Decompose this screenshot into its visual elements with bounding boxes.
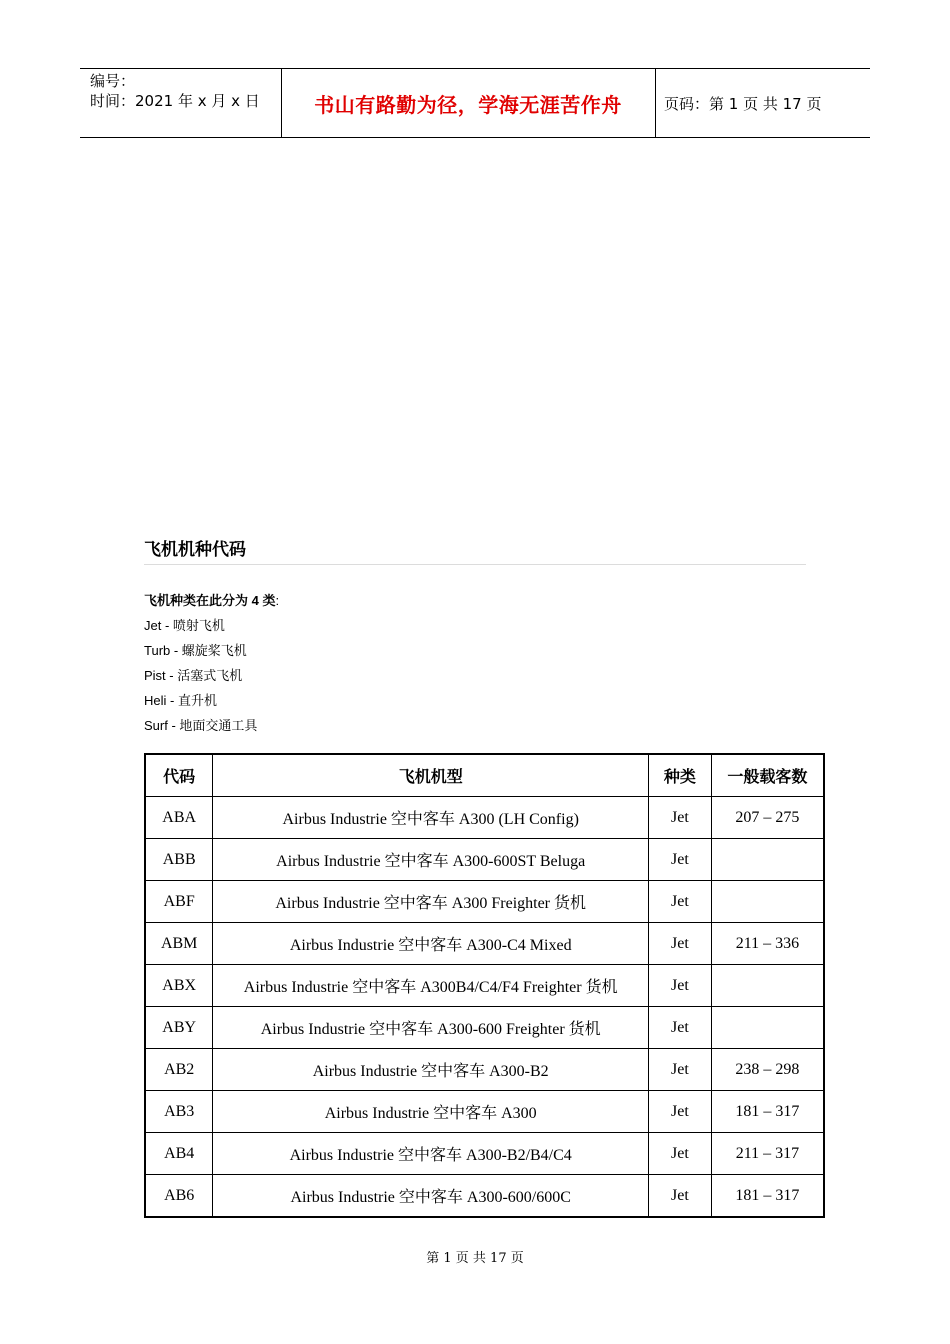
cell-type: Jet (649, 1091, 712, 1133)
cell-type: Jet (649, 923, 712, 965)
table-row (145, 1133, 824, 1175)
cell-type: Jet (649, 1175, 712, 1218)
cell-code: ABY (145, 1007, 213, 1049)
cell-code: ABM (145, 923, 213, 965)
cell-code: ABA (145, 797, 213, 839)
section-divider (144, 564, 806, 565)
category-item: Heli - 直升机 (144, 693, 217, 708)
cell-type: Jet (649, 881, 712, 923)
table-row (145, 965, 824, 1007)
cell-capacity (711, 881, 824, 923)
category-item: Jet - 喷射飞机 (144, 618, 225, 633)
intro-heading-line (144, 588, 279, 613)
category-item: Surf - 地面交通工具 (144, 718, 258, 733)
cell-capacity: 238 – 298 (711, 1049, 824, 1091)
cell-model: Airbus Industrie 空中客车 A300B4/C4/F4 Freighter 货机 (213, 965, 649, 1007)
table-row (145, 881, 824, 923)
table-row (145, 1175, 824, 1218)
cell-capacity (711, 965, 824, 1007)
table-row (145, 797, 824, 839)
header-motto: 书山有路勤为径，学海无涯苦作舟 (314, 93, 622, 117)
category-item: Turb - 螺旋桨飞机 (144, 643, 247, 658)
intro-colon: : (275, 593, 280, 608)
table-header-row (145, 754, 824, 797)
cell-capacity (711, 839, 824, 881)
cell-code: AB4 (145, 1133, 213, 1175)
cell-model: Airbus Industrie 空中客车 A300-600ST Beluga (213, 839, 649, 881)
document-header (80, 68, 870, 138)
aircraft-code-table (144, 753, 825, 1218)
cell-code: ABX (145, 965, 213, 1007)
header-meta (90, 71, 260, 111)
cell-model: Airbus Industrie 空中客车 A300-C4 Mixed (213, 923, 649, 965)
table-row (145, 1091, 824, 1133)
cell-model: Airbus Industrie 空中客车 A300-600 Freighter 货机 (213, 1007, 649, 1049)
cell-code: AB2 (145, 1049, 213, 1091)
cell-code: ABF (145, 881, 213, 923)
cell-model: Airbus Industrie 空中客车 A300 (LH Config) (213, 797, 649, 839)
cell-code: AB3 (145, 1091, 213, 1133)
column-header-code: 代码 (145, 754, 213, 797)
header-page-info: 页码：第 1 页 共 17 页 (664, 95, 822, 113)
cell-type: Jet (649, 1049, 712, 1091)
category-item: Pist - 活塞式飞机 (144, 668, 243, 683)
cell-type: Jet (649, 1133, 712, 1175)
cell-code: ABB (145, 839, 213, 881)
column-header-capacity: 一般载客数 (711, 754, 824, 797)
cell-type: Jet (649, 965, 712, 1007)
table-row (145, 839, 824, 881)
cell-type: Jet (649, 797, 712, 839)
cell-model: Airbus Industrie 空中客车 A300-B2 (213, 1049, 649, 1091)
cell-model: Airbus Industrie 空中客车 A300-B2/B4/C4 (213, 1133, 649, 1175)
page-footer: 第 1 页 共 17 页 (426, 1251, 524, 1266)
column-header-type: 种类 (649, 754, 712, 797)
table-row (145, 1049, 824, 1091)
cell-capacity: 211 – 336 (711, 923, 824, 965)
cell-type: Jet (649, 839, 712, 881)
header-divider-right (655, 69, 656, 137)
table-row (145, 923, 824, 965)
column-header-model: 飞机机型 (213, 754, 649, 797)
cell-type: Jet (649, 1007, 712, 1049)
header-number-label: 编号： (90, 72, 136, 90)
intro-heading: 飞机种类在此分为 4 类 (144, 593, 276, 608)
category-intro (144, 588, 279, 738)
cell-capacity: 181 – 317 (711, 1175, 824, 1218)
cell-capacity (711, 1007, 824, 1049)
cell-capacity: 207 – 275 (711, 797, 824, 839)
cell-model: Airbus Industrie 空中客车 A300 Freighter 货机 (213, 881, 649, 923)
header-time-label: 时间：2021 年 x 月 x 日 (90, 92, 260, 110)
cell-capacity: 211 – 317 (711, 1133, 824, 1175)
cell-capacity: 181 – 317 (711, 1091, 824, 1133)
cell-model: Airbus Industrie 空中客车 A300-600/600C (213, 1175, 649, 1218)
cell-model: Airbus Industrie 空中客车 A300 (213, 1091, 649, 1133)
table-row (145, 1007, 824, 1049)
section-title: 飞机机种代码 (144, 540, 246, 560)
cell-code: AB6 (145, 1175, 213, 1218)
